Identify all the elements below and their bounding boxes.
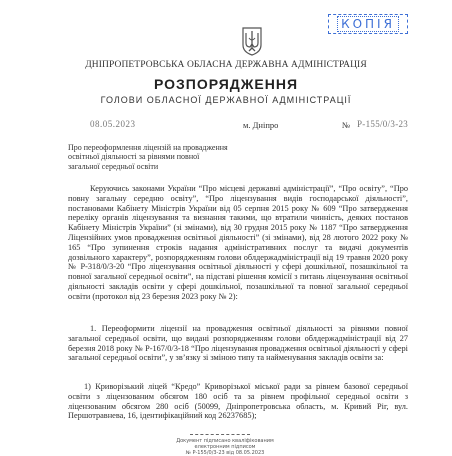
signature-note-line: № Р-155/0/3-23 від 08.05.2023 [185,450,265,456]
document-number: Р-155/0/3-23 [357,119,409,129]
preamble-paragraph: Керуючись законами України “Про місцеві державні адміністрації”, “Про освіту”, “Про повну загальну середню освіту”, “Про ліцензування видів господарської діяльності”, постановами Кабінету Міністрів України від 05 серпня 2015 року № 609 “Про затвердження переліку органів ліцензування та визнання такими, що втратили чинність, деяких постанов Кабінету Міністрів України” (зі змінами), від 30 грудня 2015 року № 1187 “Про затвердження Ліцензійних умов провадження освітньої діяльності” (зі змінами), від 28 лютого 2022 року № 165 “Про зупинення строків надання адміністративних послуг та видачі документів дозвільного характеру”, розпорядженням голови облдержадміністрації від 19 травня 2020 року № Р-318/0/3-20 “Про ліцензування освітньої діяльності у сфері дошкільної, позашкільної та повної загальної середньої освіти”, на підставі рішення комісії з питань ліцензування освітньої діяльності закладів освіти у сфері дошкільної, позашкільної та повної загальної середньої освіти (протокол від 23 березня 2023 року № 2): [68,184,408,301]
document-number-label: № [342,120,351,130]
copy-stamp [328,14,408,34]
document-subtitle: ГОЛОВИ ОБЛАСНОЇ ДЕРЖАВНОЇ АДМІНІСТРАЦІЇ [100,95,352,105]
clause-1-paragraph: 1. Переоформити ліцензії на провадження освітньої діяльності за рівнями повної загальної середньої освіти, що видані розпорядженням голови облдержадміністрації від 27 березня 2018 року № Р-167/0/3-18 “Про ліцензування провадження освітньої діяльності у сфері загальної середньої освіти”, у зв’язку зі зміною типу та найменування закладів освіти за: [68,324,408,363]
document-date: 08.05.2023 [90,119,136,129]
trident-coat-of-arms-icon [241,26,263,56]
clause-1-1-paragraph: 1) Криворізький ліцей “Кредо” Криворізької міської ради за рівнем базової середньої освіти з ліцензованим обсягом 180 осіб та за рівнем профільної середньої освіти з ліцензованим обсягом 280 осіб (50099, Дніпропетровська область, м. Кривий Ріг, вул. Першотравнева, 16, ідентифікаційний код 26237685); [68,382,408,421]
document-title: РОЗПОРЯДЖЕННЯ [153,76,299,92]
electronic-signature-note [170,438,280,456]
document-city: м. Дніпро [243,120,279,130]
signature-divider [190,434,250,436]
signature-note-line: Документ підписано кваліфікованим електронним підписом [176,438,274,450]
document-subject: Про переоформлення ліцензій на провадження освітньої діяльності за рівнями повної загальної середньої освіти [68,143,228,171]
agency-name: ДНІПРОПЕТРОВСЬКА ОБЛАСНА ДЕРЖАВНА АДМІНІСТРАЦІЯ [85,60,367,70]
copy-stamp-text: КОПІЯ [338,17,398,31]
